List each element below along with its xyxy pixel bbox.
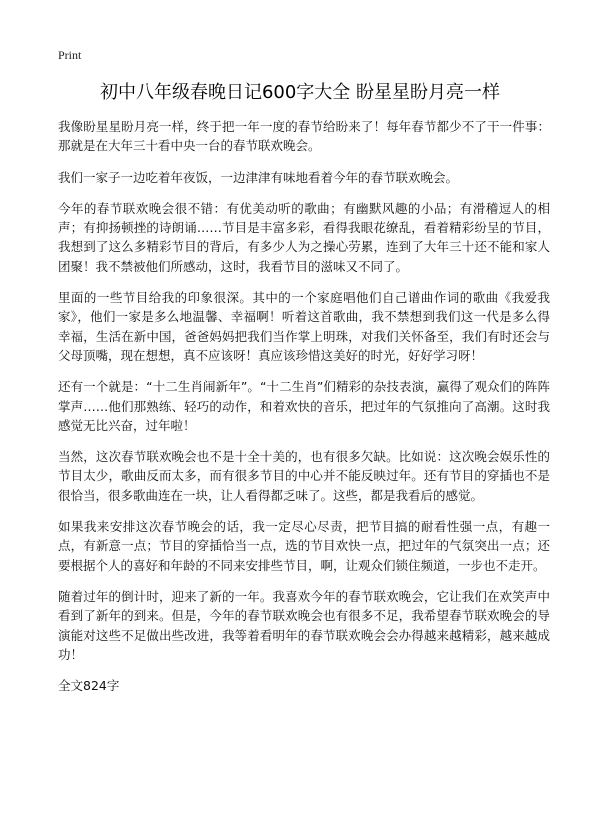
paragraph-3: 今年的春节联欢晚会很不错：有优美动听的歌曲；有幽默风趣的小品；有滑稽逗人的相声；有抑扬顿挫的诗朗诵……节目是丰富多彩，看得我眼花缭乱，看着精彩纷呈的节目，我想到了这么多精彩节目的背后，有多少人为之操心劳累，连到了大年三十还不能和家人团聚！我不禁被他们所感动，这时，我看节目的滋味又不同了。 bbox=[58, 200, 550, 274]
page-title: 初中八年级春晚日记600字大全 盼星星盼月亮一样 bbox=[99, 82, 501, 103]
paragraph-5: 还有一个就是：“十二生肖闹新年”。“十二生肖”们精彩的杂技表演，赢得了观众们的阵阵掌声……他们那熟练、轻巧的动作，和着欢快的音乐，把过年的气氛推向了高潮。这时我感觉无比兴奋，过年啦！ bbox=[58, 379, 550, 433]
paragraph-8: 随着过年的倒计时，迎来了新的一年。我喜欢今年的春节联欢晚会，它让我们在欢笑声中看到了新年的到来。但是，今年的春节联欢晚会也有很多不足，我希望春节联欢晚会的导演能对这些不足做出些改进，我等着看明年的春节联欢晚会会办得越来越精彩，越来越成功！ bbox=[58, 588, 550, 662]
word-count: 全文824字 bbox=[58, 678, 120, 694]
paragraph-4: 里面的一些节目给我的印象很深。其中的一个家庭唱他们自己谱曲作词的歌曲《我爱我家》，他们一家是多么地温馨、幸福啊！听着这首歌曲，我不禁想到我们这一代是多么得幸福，生活在新中国，爸爸妈妈把我们当作掌上明珠，对我们关怀备至，我们有时还会与父母顶嘴，现在想想，真不应该呀！真应该珍惜这美好的时光，好好学习呀！ bbox=[58, 290, 550, 363]
paragraph-2: 我们一家子一边吃着年夜饭，一边津津有味地看着今年的春节联欢晚会。 bbox=[58, 169, 459, 185]
paragraph-6: 当然，这次春节联欢晚会也不是十全十美的，也有很多欠缺。比如说：这次晚会娱乐性的节目太少，歌曲反而太多，而有很多节目的中心并不能反映过年。还有节目的穿插也不是很恰当，很多歌曲连在一块，让人看得都乏味了。这些，都是我看后的感觉。 bbox=[58, 449, 550, 503]
paragraph-7: 如果我来安排这次春节晚会的话，我一定尽心尽责，把节目搞的耐看性强一点，有趣一点，有新意一点；节目的穿插恰当一点，选的节目欢快一点，把过年的气氛突出一点；还要根据个人的喜好和年龄的不同来安排些节目，啊，让观众们锁住频道，一步也不走开。 bbox=[58, 519, 550, 573]
article-body bbox=[58, 117, 550, 695]
print-label[interactable]: Print bbox=[58, 48, 82, 62]
paragraph-1: 我像盼星星盼月亮一样，终于把一年一度的春节给盼来了！每年春节都少不了干一件事：那就是在大年三十看中央一台的春节联欢晚会。 bbox=[58, 119, 550, 154]
